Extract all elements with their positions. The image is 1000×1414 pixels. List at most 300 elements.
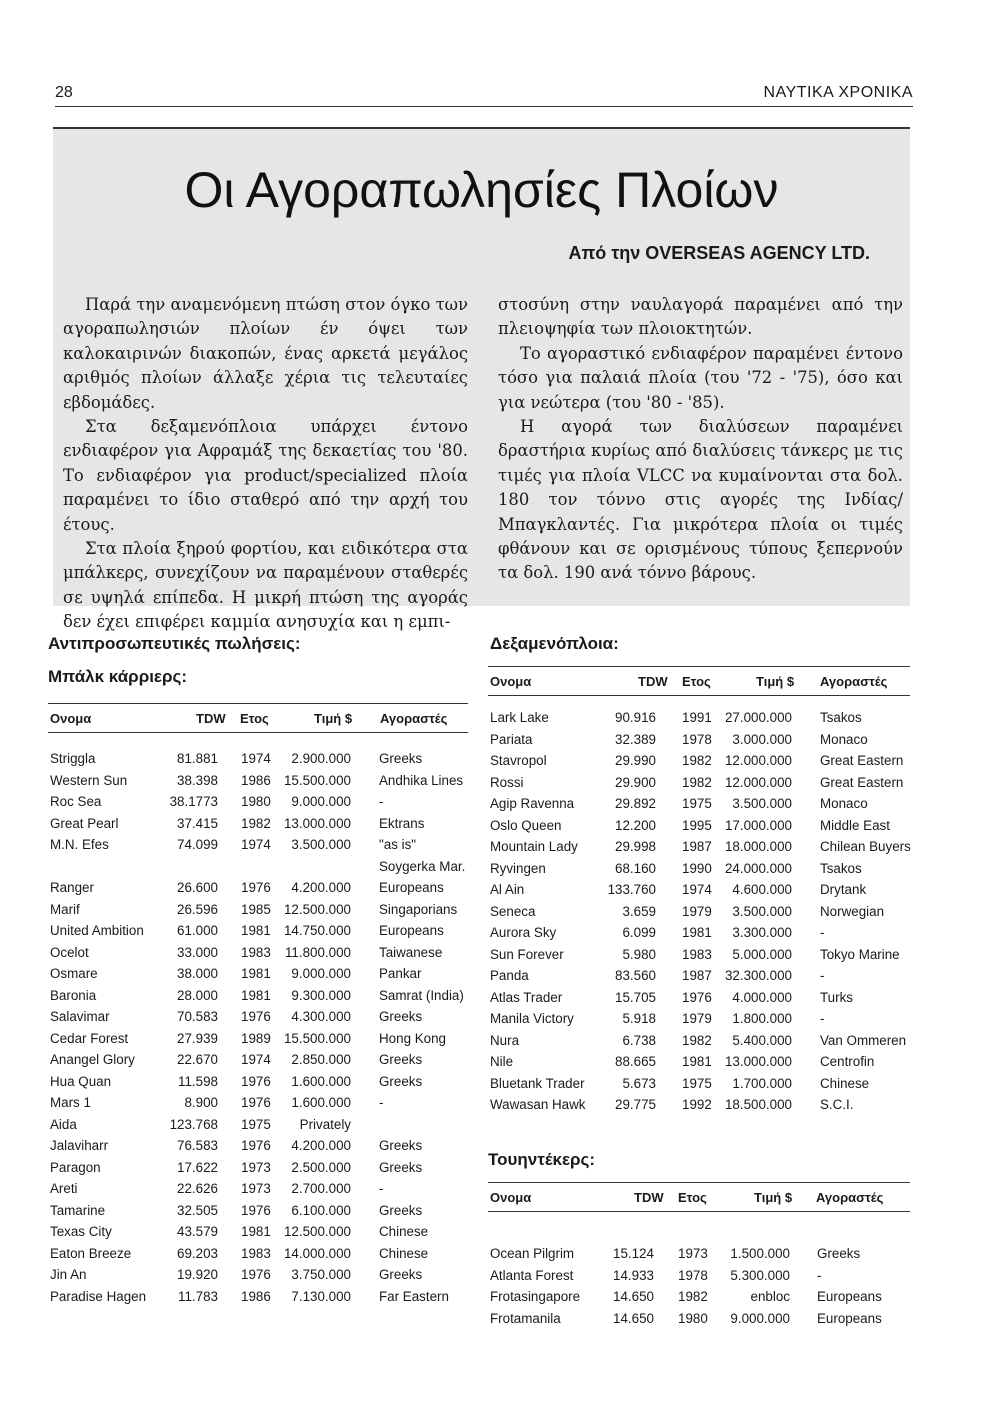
cell-buyer: Chinese: [820, 1075, 870, 1091]
cell-price: 15.500.000: [283, 772, 351, 788]
cell-buyer: Monaco: [820, 796, 868, 811]
cell-buyer: Chinese: [379, 1245, 429, 1261]
cell-tdw: 26.596: [177, 901, 218, 917]
cell-price: 12.500.000: [283, 1224, 351, 1239]
cell-name: Aida: [50, 1116, 77, 1132]
cell-year: 1987: [682, 968, 712, 983]
table-row: [48, 1222, 468, 1244]
cell-tdw: 38.1773: [169, 794, 218, 809]
cell-year: 1978: [682, 731, 712, 747]
cell-tdw: 70.583: [177, 1009, 218, 1024]
cell-price: 2.850.000: [291, 1052, 351, 1067]
cell-year: 1976: [241, 880, 271, 895]
table-row: [48, 900, 468, 922]
table-header: [488, 666, 910, 696]
table-row: [48, 792, 468, 814]
cell-name: Mars 1: [50, 1095, 91, 1110]
cell-price: 14.000.000: [283, 1245, 351, 1261]
cell-buyer: Europeans: [379, 880, 444, 895]
cell-buyer: Europeans: [379, 923, 444, 938]
cell-buyer: Greeks: [379, 751, 423, 766]
cell-price: 17.000.000: [724, 817, 792, 833]
cell-year: 1979: [682, 1011, 712, 1026]
cell-year: 1983: [241, 944, 271, 960]
cell-buyer: Europeans: [817, 1289, 882, 1304]
article-box: [53, 127, 910, 632]
cell-tdw: 22.670: [177, 1052, 218, 1067]
cell-year: 1974: [241, 1052, 271, 1067]
table-row: [488, 773, 910, 795]
page-header: [55, 84, 913, 107]
cell-buyer: Greeks: [379, 1052, 423, 1067]
cell-name: Manila Victory: [490, 1011, 574, 1026]
cell-price: 2.900.000: [291, 751, 351, 766]
cell-name: Nile: [490, 1054, 514, 1069]
cell-year: 1982: [678, 1289, 708, 1304]
table-row: [48, 1029, 468, 1051]
cell-tdw: 5.980: [622, 946, 656, 962]
table-row: [48, 1265, 468, 1287]
cell-name: Lark Lake: [490, 710, 549, 725]
cell-buyer: "as is": [379, 837, 417, 852]
cell-name: Ocean Pilgrim: [490, 1246, 575, 1261]
cell-price: 9.000.000: [291, 966, 351, 981]
cell-price: 4.200.000: [291, 880, 351, 895]
cell-buyer: Great Eastern: [820, 774, 904, 790]
cell-buyer: Chilean Buyers: [820, 839, 911, 854]
tankers-heading: Δεξαμενόπλοια:: [490, 634, 619, 653]
table-row: [488, 1287, 910, 1309]
cell-year: 1985: [241, 901, 271, 917]
cell-buyer: Greeks: [379, 1159, 423, 1175]
cell-price: 3.000.000: [732, 731, 792, 747]
cell-name: Agip Ravenna: [490, 796, 575, 811]
cell-name: Marif: [50, 901, 80, 917]
page-number: 28: [55, 84, 73, 101]
cell-tdw: 14.650: [613, 1289, 654, 1304]
table-body: [488, 708, 910, 1117]
cell-price: 4.000.000: [732, 989, 792, 1005]
cell-tdw: 32.505: [177, 1202, 218, 1218]
cell-buyer: Monaco: [820, 731, 868, 747]
table-row: [48, 1179, 468, 1201]
cell-price: 9.000.000: [291, 794, 351, 809]
cell-name: United Ambition: [50, 923, 144, 938]
table-row: [48, 1050, 468, 1072]
table-row: [488, 1052, 910, 1074]
paragraph-continuation: στοσύνη στην ναυλαγορά παραμένει από την πλειοψηφία των πλοιοκτητών.: [498, 295, 903, 339]
cell-tdw: 5.918: [622, 1011, 656, 1026]
cell-price: 4.300.000: [291, 1009, 351, 1024]
cell-tdw: 6.738: [622, 1032, 656, 1048]
cell-price: 5.300.000: [730, 1267, 790, 1283]
table-row: [488, 988, 910, 1010]
cell-year: 1973: [241, 1181, 271, 1196]
table-row: [48, 1072, 468, 1094]
cell-tdw: 83.560: [615, 968, 656, 983]
cell-name: Nura: [490, 1032, 520, 1048]
table-row: [488, 837, 910, 859]
cell-tdw: 15.705: [615, 989, 656, 1005]
cell-price: 4.600.000: [732, 882, 792, 897]
table-row: [48, 964, 468, 986]
cell-buyer: Europeans: [817, 1310, 882, 1326]
cell-year: 1992: [682, 1097, 712, 1112]
cell-name: Pariata: [490, 731, 533, 747]
table-row: [48, 814, 468, 836]
cell-year: 1981: [241, 987, 271, 1003]
cell-price: 24.000.000: [724, 860, 792, 876]
col-price-header: Τιμή $: [314, 711, 353, 726]
cell-buyer: -: [820, 968, 825, 983]
cell-buyer: Van Ommeren: [820, 1032, 907, 1048]
cell-year: 1975: [682, 1075, 712, 1091]
cell-buyer: Greeks: [379, 1138, 423, 1153]
tweendeckers-heading: Τουηντέκερς:: [488, 1150, 596, 1169]
table-row: [488, 880, 910, 902]
cell-tdw: 88.665: [615, 1054, 656, 1069]
table-row: [48, 1287, 468, 1309]
cell-year: 1976: [241, 1095, 271, 1110]
table-row: [488, 902, 910, 924]
cell-buyer: Tokyo Marine: [820, 946, 900, 962]
cell-tdw: 74.099: [177, 837, 218, 852]
cell-name: Seneca: [490, 903, 536, 919]
cell-name: Sun Forever: [490, 946, 564, 962]
cell-buyer: Great Eastern: [820, 753, 904, 768]
cell-name: Tamarine: [50, 1202, 106, 1218]
cell-buyer: -: [379, 1095, 384, 1110]
cell-year: 1995: [682, 817, 712, 833]
table-body: [488, 1244, 910, 1330]
bulk-carriers-heading: Μπάλκ κάρριερς:: [48, 667, 188, 686]
cell-name: Anangel Glory: [50, 1052, 135, 1067]
cell-price: 1.600.000: [291, 1095, 351, 1110]
cell-year: 1976: [241, 1138, 271, 1153]
cell-tdw: 14.933: [613, 1267, 654, 1283]
cell-tdw: 11.783: [178, 1288, 218, 1304]
cell-name: Oslo Queen: [490, 817, 562, 833]
cell-buyer: Soygerka Mar.: [379, 858, 466, 874]
cell-name: Salavimar: [50, 1009, 110, 1024]
cell-buyer: Far Eastern: [379, 1288, 449, 1304]
cell-tdw: 12.200: [615, 817, 656, 833]
cell-price: 2.500.000: [291, 1159, 351, 1175]
cell-name: Areti: [50, 1181, 78, 1196]
paragraph: Παρά την αναμενόμενη πτώση στον όγκο των αγοραπωλησιών πλοίων έν όψει των καλοκαιρινών διακοπών, ένας αρκετά μεγάλος αριθμός πλοίων άλλαξε χέρια τις τελευταίες εβδομάδες.: [63, 295, 468, 412]
cell-name: Striggla: [50, 751, 96, 766]
cell-price: 2.700.000: [291, 1181, 351, 1196]
cell-buyer: Hong Kong: [379, 1030, 447, 1046]
cell-buyer: Andhika Lines: [379, 772, 464, 788]
col-price-header: Τιμή $: [754, 1190, 793, 1205]
cell-year: 1980: [241, 794, 271, 809]
cell-year: 1973: [678, 1246, 708, 1261]
table-header: [48, 703, 468, 733]
table-row: [488, 751, 910, 773]
cell-price: 32.300.000: [724, 968, 792, 983]
cell-year: 1981: [241, 966, 271, 981]
cell-year: 1986: [241, 1288, 271, 1304]
cell-tdw: 8.900: [184, 1095, 218, 1110]
cell-buyer: S.C.I.: [820, 1097, 854, 1112]
cell-name: Jin An: [50, 1267, 87, 1282]
cell-name: Jalaviharr: [50, 1138, 109, 1153]
cell-price: 3.500.000: [732, 796, 792, 811]
table-row: [48, 835, 468, 857]
cell-tdw: 29.990: [615, 753, 656, 768]
cell-price: 11.800.000: [284, 944, 351, 960]
cell-tdw: 32.389: [615, 731, 656, 747]
cell-price: enbloc: [750, 1289, 790, 1304]
cell-price: 3.500.000: [291, 837, 351, 852]
table-row: [488, 1244, 910, 1266]
table-row: [488, 1266, 910, 1288]
cell-tdw: 29.892: [615, 796, 656, 811]
cell-tdw: 17.622: [177, 1159, 218, 1175]
cell-name: Mountain Lady: [490, 839, 578, 854]
table-row: [488, 1031, 910, 1053]
table-header: [488, 1182, 910, 1212]
cell-buyer: -: [820, 925, 825, 940]
cell-name: Ocelot: [50, 944, 89, 960]
cell-tdw: 81.881: [177, 751, 218, 766]
cell-price: 13.000.000: [724, 1054, 792, 1069]
cell-tdw: 33.000: [177, 944, 218, 960]
cell-tdw: 133.760: [607, 882, 656, 897]
table-row: [48, 1158, 468, 1180]
cell-name: Panda: [490, 968, 529, 983]
cell-price: 15.500.000: [283, 1030, 351, 1046]
table-row: [48, 1093, 468, 1115]
cell-price: 18.500.000: [724, 1097, 792, 1112]
cell-year: 1976: [241, 1202, 271, 1218]
cell-name: Atlanta Forest: [490, 1267, 574, 1283]
col-name-header: Ονομα: [50, 711, 92, 726]
col-buyers-header: Αγοραστές: [820, 674, 888, 689]
cell-year: 1976: [682, 989, 712, 1005]
cell-name: Rossi: [490, 774, 524, 790]
cell-buyer: Greeks: [379, 1009, 423, 1024]
cell-name: Ranger: [50, 880, 94, 895]
cell-price: 5.400.000: [732, 1032, 792, 1048]
cell-buyer: Tsakos: [820, 710, 862, 725]
cell-name: Eaton Breeze: [50, 1245, 132, 1261]
cell-price: 1.600.000: [291, 1073, 351, 1089]
paragraph: Η αγορά των διαλύσεων παραμένει δραστήρια κυρίως από διαλύσεις τάνκερς με τις τιμές για πλοία VLCC να κυμαίνονται στα δολ. 180 τον τόννο στις αγορές της Ινδίας/Μπαγκλαντές. Για μικρότερα πλοία οι τιμές φθάνουν και σε ορισμένους τύπους ξεπερνούν τα δολ. 190 ανά τόννο βάρους.: [498, 417, 903, 583]
cell-price: 9.300.000: [291, 987, 351, 1003]
col-tdw-header: TDW: [196, 711, 226, 726]
col-year-header: Ετος: [682, 674, 711, 689]
cell-year: 1982: [241, 815, 271, 831]
article-title: Οι Αγοραπωλησίες Πλοίων: [184, 162, 779, 218]
cell-name: M.N. Efes: [50, 837, 109, 852]
cell-tdw: 69.203: [177, 1245, 218, 1261]
cell-name: Paragon: [50, 1159, 101, 1175]
cell-buyer: Greeks: [379, 1073, 423, 1089]
cell-price: 9.000.000: [730, 1310, 790, 1326]
col-name-header: Ονομα: [490, 674, 532, 689]
cell-tdw: 11.598: [178, 1073, 218, 1089]
cell-name: Roc Sea: [50, 794, 102, 809]
paragraph: Το αγοραστικό ενδιαφέρον παραμένει έντονο τόσο για παλαιά πλοία (του '72 - '75), όσο και για νεώτερα (του '80 - '85).: [498, 343, 903, 412]
cell-year: 1976: [241, 1009, 271, 1024]
cell-year: 1975: [241, 1116, 271, 1132]
cell-buyer: -: [817, 1267, 822, 1283]
table-row: [488, 859, 910, 881]
cell-price: 18.000.000: [724, 839, 792, 854]
table-row: [48, 943, 468, 965]
table-row: [48, 749, 468, 771]
cell-year: 1990: [682, 860, 712, 876]
cell-tdw: 29.775: [615, 1097, 656, 1112]
cell-buyer: Tsakos: [820, 860, 862, 876]
table-row: [488, 708, 910, 730]
cell-year: 1979: [682, 903, 712, 919]
table-row: [48, 921, 468, 943]
cell-name: Wawasan Hawk: [490, 1097, 586, 1112]
col-name-header: Ονομα: [490, 1190, 532, 1205]
table-row: [488, 794, 910, 816]
cell-price: 12.000.000: [724, 774, 792, 790]
cell-year: 1991: [682, 710, 712, 725]
cell-year: 1974: [682, 882, 712, 897]
table-row: [488, 945, 910, 967]
cell-price: 4.200.000: [291, 1138, 351, 1153]
cell-price: 3.300.000: [732, 925, 792, 940]
cell-price: 3.750.000: [291, 1267, 351, 1282]
article-column-left: [63, 293, 468, 635]
cell-year: 1975: [682, 796, 712, 811]
cell-tdw: 90.916: [615, 710, 656, 725]
cell-price: 3.500.000: [732, 903, 792, 919]
cell-buyer: Drytank: [820, 882, 867, 897]
cell-year: 1989: [241, 1030, 271, 1046]
cell-tdw: 19.920: [177, 1267, 218, 1282]
cell-price: 7.130.000: [291, 1288, 351, 1304]
cell-tdw: 5.673: [622, 1075, 656, 1091]
cell-year: 1976: [241, 1073, 271, 1089]
cell-year: 1981: [682, 925, 712, 940]
col-buyers-header: Αγοραστές: [380, 711, 448, 726]
cell-buyer: Turks: [820, 989, 853, 1005]
cell-tdw: 37.415: [177, 815, 218, 831]
cell-buyer: -: [820, 1011, 825, 1026]
cell-name: Texas City: [50, 1224, 112, 1239]
cell-price: 5.000.000: [732, 946, 792, 962]
cell-year: 1974: [241, 751, 271, 766]
cell-tdw: 22.626: [177, 1181, 218, 1196]
cell-name: Cedar Forest: [50, 1030, 129, 1046]
cell-price: 1.800.000: [732, 1011, 792, 1026]
cell-tdw: 26.600: [177, 880, 218, 895]
cell-tdw: 14.650: [613, 1310, 654, 1326]
cell-name: Great Pearl: [50, 815, 119, 831]
paragraph: Στα πλοία ξηρού φορτίου, και ειδικότερα στα μπάλκερς, συνεχίζουν να παραμένουν σταθερές σε υψηλά επίπεδα. Η μικρή πτώση της αγοράς δεν έχει επιφέρει καμμία ανησυχία και η εμπι-: [63, 539, 468, 632]
cell-buyer: -: [379, 794, 384, 809]
cell-name: Frotasingapore: [490, 1289, 581, 1304]
table-row: [48, 1007, 468, 1029]
cell-year: 1982: [682, 1032, 712, 1048]
cell-price: Privately: [299, 1116, 351, 1132]
cell-tdw: 29.998: [615, 839, 656, 854]
paragraph: Στα δεξαμενόπλοια υπάρχει έντονο ενδιαφέρον για Αφραμάξ της δεκαετίας του '80. Το ενδιαφέρον για product/specialized πλοία παραμένει το ίδιο σταθερό από την αρχή του έτους.: [63, 417, 468, 534]
magazine-name: ΝΑΥΤΙΚΑ ΧΡΟΝΙΚΑ: [763, 84, 913, 101]
tankers-table: [488, 666, 910, 1117]
cell-year: 1978: [678, 1267, 708, 1283]
col-year-header: Ετος: [678, 1190, 707, 1205]
cell-buyer: Greeks: [379, 1267, 423, 1282]
cell-year: 1976: [241, 1267, 271, 1282]
cell-year: 1982: [682, 774, 712, 790]
cell-buyer: Norwegian: [820, 903, 885, 919]
table-row: [48, 986, 468, 1008]
cell-tdw: 6.099: [622, 925, 656, 940]
cell-buyer: Greeks: [379, 1202, 423, 1218]
table-row: [48, 1136, 468, 1158]
cell-tdw: 28.000: [177, 987, 218, 1003]
cell-name: Frotamanila: [490, 1310, 561, 1326]
cell-name: Stavropol: [490, 753, 547, 768]
cell-tdw: 15.124: [613, 1246, 654, 1261]
cell-year: 1973: [241, 1159, 271, 1175]
col-tdw-header: TDW: [638, 674, 668, 689]
col-year-header: Ετος: [240, 711, 269, 726]
cell-year: 1980: [678, 1310, 708, 1326]
table-row: [48, 857, 468, 879]
col-tdw-header: TDW: [634, 1190, 664, 1205]
cell-tdw: 3.659: [622, 903, 656, 919]
cell-year: 1983: [682, 946, 712, 962]
cell-buyer: -: [379, 1181, 384, 1196]
cell-year: 1981: [241, 1224, 271, 1239]
cell-name: Hua Quan: [50, 1073, 112, 1089]
table-row: [488, 923, 910, 945]
cell-tdw: 38.000: [177, 966, 218, 981]
cell-year: 1974: [241, 837, 271, 852]
cell-price: 27.000.000: [724, 710, 792, 725]
cell-name: Western Sun: [50, 772, 128, 788]
cell-price: 12.000.000: [724, 753, 792, 768]
cell-year: 1987: [682, 839, 712, 854]
cell-price: 12.500.000: [283, 901, 351, 917]
table-body: [48, 749, 468, 1308]
cell-name: Al Ain: [490, 882, 525, 897]
table-row: [488, 1309, 910, 1331]
representative-sales-heading: Αντιπροσωπευτικές πωλήσεις:: [48, 634, 301, 653]
table-row: [488, 1074, 910, 1096]
cell-tdw: 123.768: [169, 1116, 218, 1132]
cell-name: Atlas Trader: [490, 989, 563, 1005]
cell-price: 1.700.000: [732, 1075, 792, 1091]
cell-tdw: 68.160: [615, 860, 656, 876]
cell-name: Paradise Hagen: [50, 1288, 147, 1304]
cell-tdw: 29.900: [615, 774, 656, 790]
cell-price: 14.750.000: [283, 923, 351, 938]
cell-buyer: Centrofin: [820, 1054, 875, 1069]
table-row: [488, 966, 910, 988]
cell-buyer: Ektrans: [379, 815, 425, 831]
cell-name: Aurora Sky: [490, 925, 557, 940]
table-row: [48, 1201, 468, 1223]
cell-name: Osmare: [50, 966, 98, 981]
cell-buyer: Greeks: [817, 1246, 861, 1261]
cell-tdw: 61.000: [177, 923, 218, 938]
bulk-carriers-table: [48, 703, 468, 1308]
cell-buyer: Pankar: [379, 966, 422, 981]
cell-year: 1981: [682, 1054, 712, 1069]
cell-buyer: Singaporians: [379, 901, 458, 917]
